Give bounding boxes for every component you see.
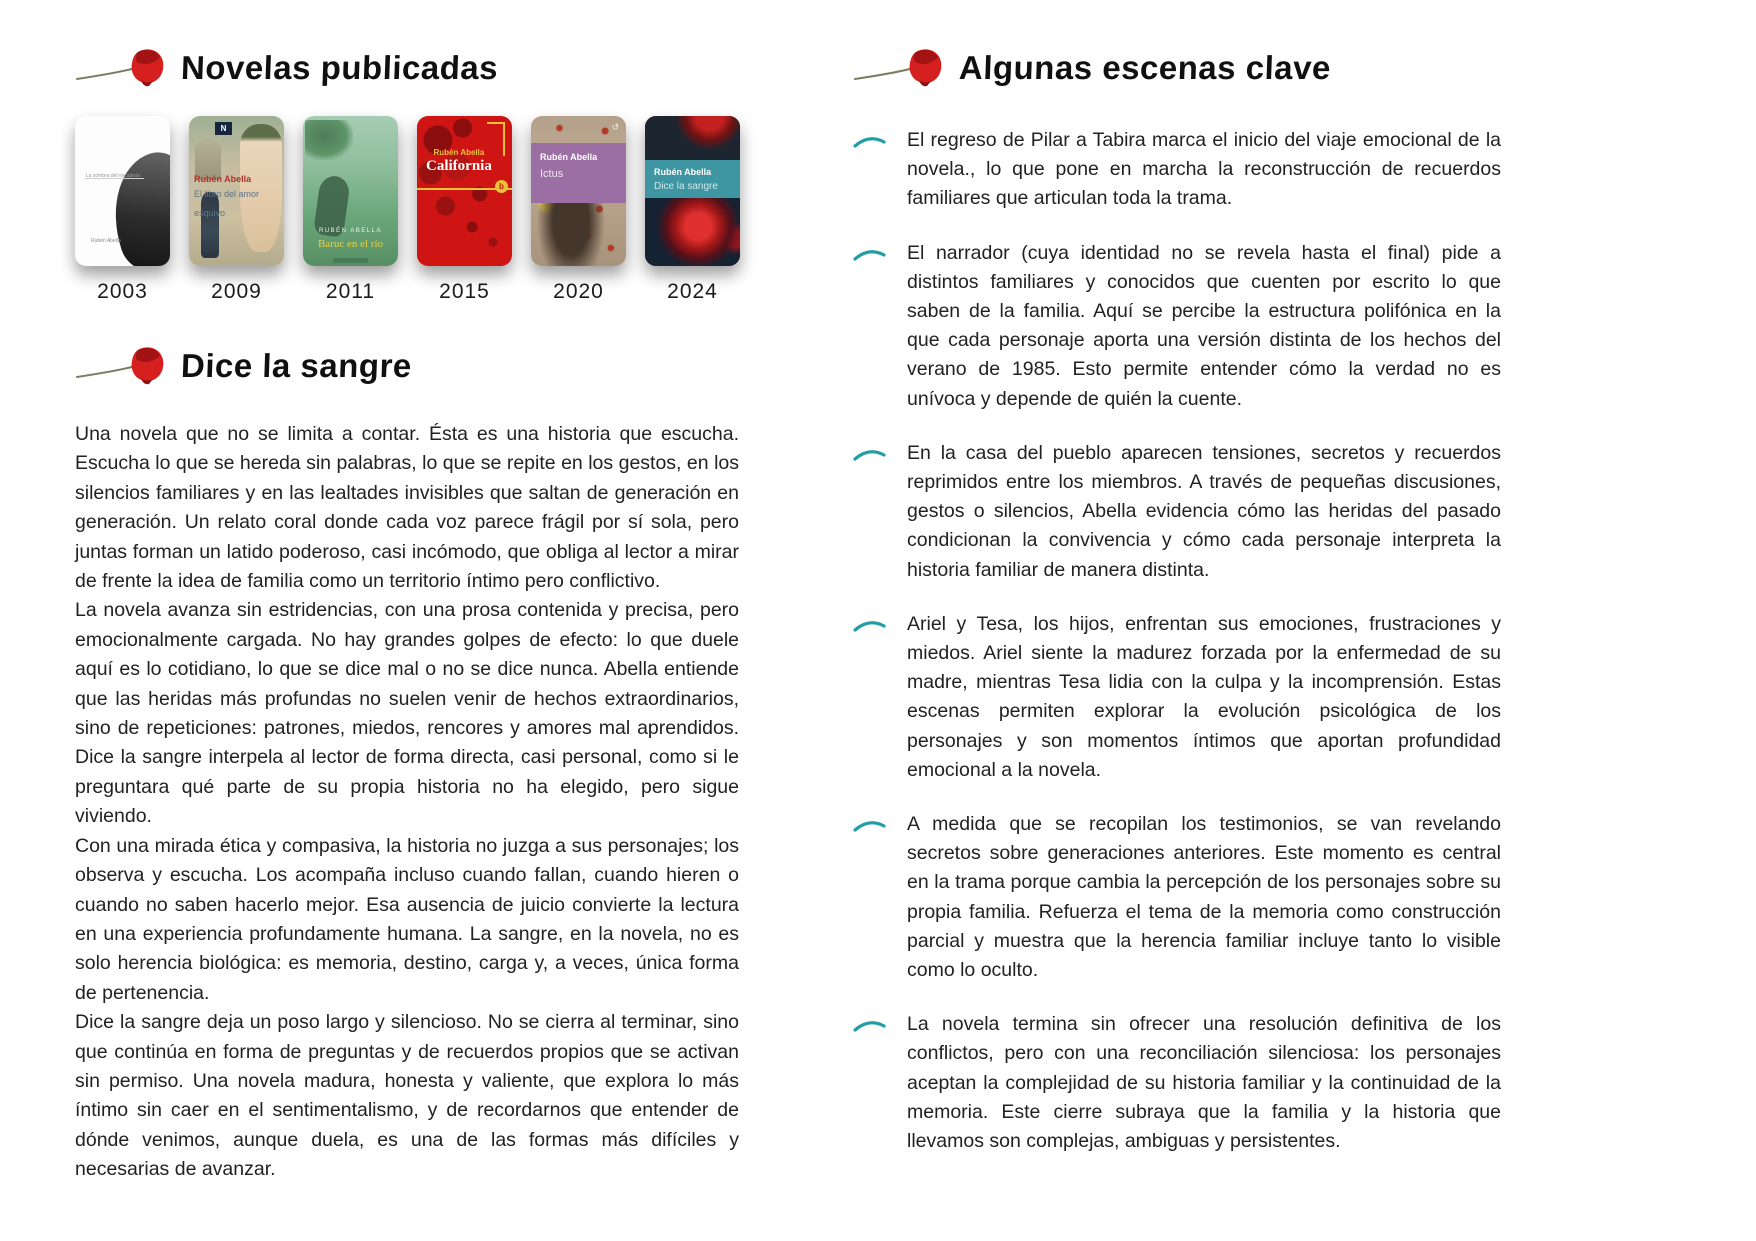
cover-year: 2020 [553, 280, 604, 303]
cover-author: Rubén Abella [91, 238, 121, 244]
poppy-icon [75, 340, 167, 392]
review-paragraph: Dice la sangre deja un poso largo y silencioso. No se cierra al terminar, sino que continúa en forma de preguntas y de recuerdos propios que se activan sin permiso. Una novela madura, honesta y valiente, que explora lo más íntimo sin caer en el sentimentalismo, y de recordarnos que entender de dónde venimos, aunque duela, es una de las formas más difíciles y necesarias de avanzar. [75, 1011, 739, 1181]
book-cover-california [417, 116, 512, 266]
book-2024 [645, 116, 740, 304]
list-item [853, 810, 1501, 985]
cover-title: California [426, 158, 492, 174]
cover-art-shape [96, 143, 170, 266]
review-paragraph: Una novela que no se limita a contar. Ésta es una historia que escucha. Escucha lo que se hereda sin palabras, lo que se repite en los gestos, en los silencios familiares y en las lealtades invisibles que saltan de generación en generación. Un relato coral donde cada voz parece frágil por sí sola, pero juntas forman un latido poderoso, casi incómodo, que obliga al lector a mirar de frente la idea de familia como un territorio íntimo pero conflictivo. [75, 423, 739, 593]
scene-text: El narrador (cuya identidad no se revela hasta el final) pide a distintos familiares y conocidos que cuenten por escrito lo que saben de la familia. Aquí se percibe la estructura polifónica en la que cada personaje aporta una versión distinta de los hechos del verano de 1985. Esto permite entender cómo la verdad no es unívoca y depende de quién la cuente. [907, 241, 1501, 410]
section-title: Algunas escenas clave [958, 49, 1332, 86]
cover-year: 2011 [325, 280, 376, 303]
book-cover-amor-esquivo [189, 116, 284, 266]
cover-author: RUBÉN ABELLA [318, 228, 383, 234]
cover-year: 2009 [211, 280, 262, 303]
left-column [75, 40, 739, 1185]
scene-text: En la casa del pueblo aparecen tensiones, secretos y recuerdos reprimidos entre los miembros. A través de pequeñas discusiones, gestos o silencios, Abella evidencia cómo las heridas del pasado condicionan la convivencia y cómo cada personaje interpreta la historia familiar de manera distinta. [907, 441, 1501, 581]
list-item [853, 610, 1501, 785]
arc-bullet-icon [853, 610, 886, 785]
cover-text [194, 174, 264, 221]
arc-bullet-icon [853, 126, 886, 214]
key-scenes-list [853, 126, 1501, 1156]
arc-bullet-icon [853, 239, 886, 414]
review-paragraph: Con una mirada ética y compasiva, la historia no juzga a sus personajes; los observa y escucha. Los acompaña incluso cuando fallan, cuando hieren o cuando no saben hacerlo mejor. Esa ausencia de juicio convierte la lectura en una experiencia profundamente humana. La sangre, en la novela, no es solo herencia biológica: es memoria, destino, carga y, a veces, única forma de pertenencia. [75, 834, 739, 1004]
scene-text: A medida que se recopilan los testimonios, se van revelando secretos sobre generaciones anteriores. Este momento es central en la trama porque cambia la percepción de los personajes sobre su propia familia. Refuerza el tema de la memoria como construcción parcial y muestra que la herencia familiar incluye tanto lo visible como lo oculto. [907, 813, 1501, 982]
cover-author: Rubén Abella [433, 148, 485, 157]
cover-footer-band [333, 258, 368, 263]
cover-title: Ictus [540, 168, 564, 180]
cover-top-art [645, 116, 740, 160]
cover-title: La sombra del escapista [85, 173, 141, 179]
book-2015 [417, 116, 512, 304]
list-item [853, 439, 1501, 585]
arc-bullet-icon [853, 1010, 886, 1156]
cover-year: 2015 [439, 280, 490, 303]
cover-title: Baruc en el río [317, 238, 384, 250]
book-cover-dice-la-sangre [645, 116, 740, 266]
right-column [853, 40, 1501, 1156]
cover-title: El libro del amor esquivo [194, 189, 260, 218]
list-item [853, 239, 1501, 414]
arc-bullet-icon [853, 439, 886, 585]
cover-year: 2003 [97, 280, 148, 303]
scene-text: El regreso de Pilar a Tabira marca el inicio del viaje emocional de la novela., lo que pone en marcha la reconstrucción de recuerdos familiares que articulan toda la trama. [907, 129, 1501, 210]
list-item [853, 126, 1501, 214]
book-2020 [531, 116, 626, 304]
book-cover-ictus [531, 116, 626, 266]
cover-text [303, 228, 398, 252]
book-2011 [303, 116, 398, 304]
book-2003 [75, 116, 170, 304]
cover-title: Dice la sangre [654, 181, 718, 192]
cover-title-band [645, 160, 740, 198]
review-paragraph: La novela avanza sin estridencias, con una prosa contenida y precisa, pero emocionalmente cargada. No hay grandes golpes de efecto: lo que duele aquí es lo cotidiano, lo que se dice mal o no se dice nunca. Abella entiende que las heridas más profundas no suelen venir de hechos extraordinarios, sino de repeticiones: patrones, miedos, rencores y amores mal aprendidos. Dice la sangre interpela al lector de forma directa, casi personal, como si le preguntara qué parte de su propia historia no ha elegido, pero sigue viviendo. [75, 599, 739, 828]
published-covers-row [75, 116, 739, 304]
poppy-icon [853, 42, 945, 94]
cover-year: 2024 [667, 280, 718, 303]
section-title: Novelas publicadas [180, 49, 499, 86]
review-text [75, 420, 739, 1185]
section-header-novelas [75, 40, 739, 96]
cover-author: Rubén Abella [194, 174, 252, 184]
cover-poppy-art [645, 198, 740, 266]
scene-text: La novela termina sin ofrecer una resolución definitiva de los conflictos, pero con una reconciliación silenciosa: los personajes aceptan la complejidad de su historia familiar y la continuidad de la memoria. Este cierre subraya que la familia y la historia que llevamos son complejas, ambiguas y persistentes. [907, 1013, 1501, 1153]
cover-art-tree [305, 120, 353, 160]
arc-bullet-icon [853, 810, 886, 985]
section-title: Dice la sangre [180, 347, 413, 384]
scene-text: Ariel y Tesa, los hijos, enfrentan sus emociones, frustraciones y miedos. Ariel siente la madurez forzada por la enfermedad de su madre, mientras Tesa lidia con la culpa y la incomprensión. Estas escenas permiten explorar la evolución psicológica de los personajes y son momentos íntimos que aportan profundidad emocional a la novela. [907, 612, 1501, 781]
publisher-logo: N [215, 122, 232, 135]
section-header-escenas [853, 40, 1501, 96]
book-cover-baruc [303, 116, 398, 266]
cover-text [426, 148, 492, 175]
list-item [853, 1010, 1501, 1156]
section-header-dice-la-sangre [75, 338, 739, 394]
cover-author: Rubén Abella [654, 167, 712, 177]
corner-glyph-icon: ↺ [611, 122, 619, 132]
publisher-badge: b [495, 180, 508, 193]
book-2009 [189, 116, 284, 304]
book-cover-la-sombra [75, 116, 170, 266]
poppy-icon [75, 42, 167, 94]
cover-author: Rubén Abella [540, 152, 598, 162]
